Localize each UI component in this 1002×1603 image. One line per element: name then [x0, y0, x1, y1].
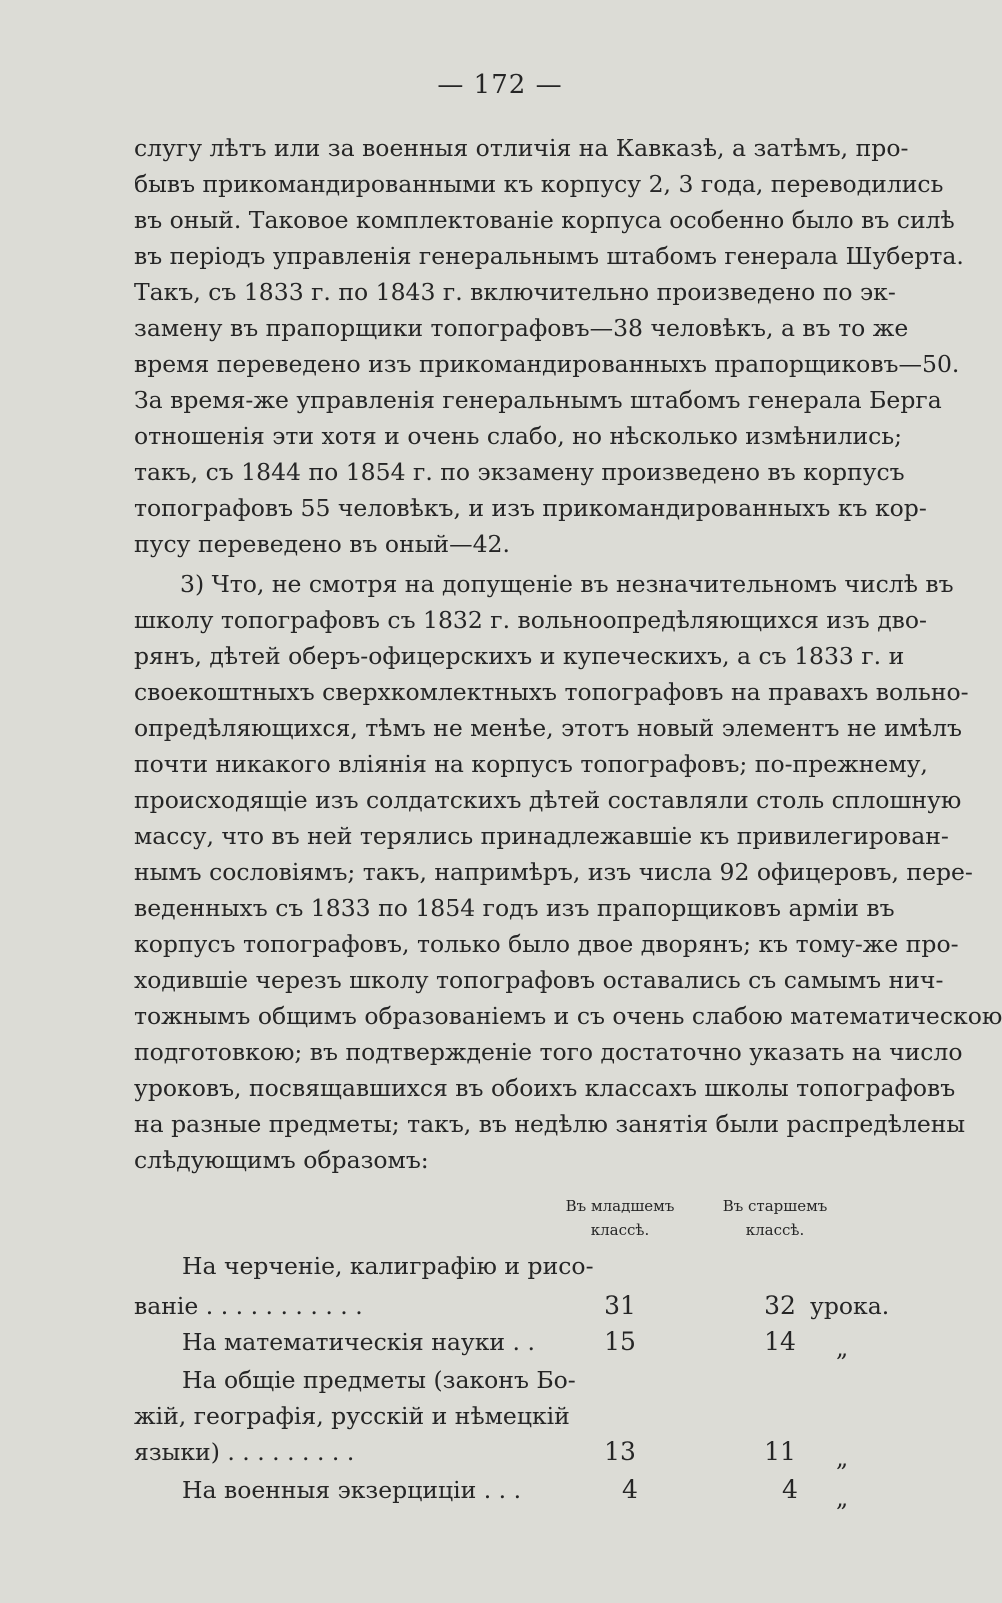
- table-row-label: жій, географія, русскій и нѣмецкій: [134, 1402, 570, 1430]
- table-cell-senior: 14: [764, 1327, 796, 1356]
- body-line: тожнымъ общимъ образованіемъ и съ очень слабою математическою: [134, 1002, 1002, 1030]
- table-cell-unit: „: [836, 1334, 849, 1362]
- table-row-label: языки) . . . . . . . . .: [134, 1438, 355, 1466]
- body-line: въ оный. Таковое комплектованіе корпуса особенно было въ силѣ: [134, 206, 955, 234]
- column-header-junior-line: Въ младшемъ: [565, 1197, 675, 1215]
- table-cell-junior: 31: [604, 1291, 636, 1320]
- table-row-label: На черченіе, калиграфію и рисо-: [182, 1252, 594, 1280]
- column-header-senior-line: Въ старшемъ: [722, 1197, 828, 1215]
- body-line: замену въ прапорщики топографовъ—38 человѣкъ, а въ то же: [134, 314, 909, 342]
- body-line: время переведено изъ прикомандированныхъ прапорщиковъ—50.: [134, 350, 960, 378]
- table-cell-senior: 11: [764, 1437, 796, 1466]
- column-header-junior: [545, 1194, 695, 1242]
- body-line: слѣдующимъ образомъ:: [134, 1146, 429, 1174]
- body-line: уроковъ, посвящавшихся въ обоихъ классахъ школы топографовъ: [134, 1074, 956, 1102]
- body-line: рянъ, дѣтей оберъ-офицерскихъ и купеческихъ, а съ 1833 г. и: [134, 642, 905, 670]
- column-header-senior: [700, 1194, 850, 1242]
- body-line: отношенія эти хотя и очень слабо, но нѣсколько измѣнились;: [134, 422, 903, 450]
- body-line: 3) Что, не смотря на допущеніе въ незначительномъ числѣ въ: [180, 570, 954, 598]
- body-line: нымъ сословіямъ; такъ, напримѣръ, изъ числа 92 офицеровъ, пере-: [134, 858, 973, 886]
- body-line: веденныхъ съ 1833 по 1854 годъ изъ прапорщиковъ арміи въ: [134, 894, 895, 922]
- page-number: — 172 —: [437, 70, 563, 100]
- body-line: подготовкою; въ подтвержденіе того достаточно указать на число: [134, 1038, 963, 1066]
- column-header-senior-line: классѣ.: [745, 1221, 805, 1239]
- table-row-label: На военныя экзерциціи . . .: [182, 1476, 522, 1504]
- table-row-label: На математическія науки . .: [182, 1328, 535, 1356]
- body-line: Такъ, съ 1833 г. по 1843 г. включительно произведено по эк-: [134, 278, 896, 306]
- table-cell-junior: 4: [622, 1475, 638, 1504]
- body-line: на разные предметы; такъ, въ недѣлю занятія были распредѣлены: [134, 1110, 966, 1138]
- table-cell-junior: 13: [604, 1437, 636, 1466]
- body-line: топографовъ 55 человѣкъ, и изъ прикомандированныхъ къ кор-: [134, 494, 927, 522]
- table-row-label: ваніе . . . . . . . . . . .: [134, 1292, 363, 1320]
- table-cell-junior: 15: [604, 1327, 636, 1356]
- body-line: корпусъ топографовъ, только было двое дворянъ; къ тому-же про-: [134, 930, 959, 958]
- table-row-label: На общіе предметы (законъ Бо-: [182, 1366, 576, 1394]
- body-line: ходившіе черезъ школу топографовъ оставались съ самымъ нич-: [134, 966, 944, 994]
- table-cell-unit: урока.: [810, 1292, 890, 1320]
- body-line: бывъ прикомандированными къ корпусу 2, 3 года, переводились: [134, 170, 944, 198]
- body-line: своекоштныхъ сверхкомлектныхъ топографовъ на правахъ вольно-: [134, 678, 969, 706]
- body-line: школу топографовъ съ 1832 г. вольноопредѣляющихся изъ дво-: [134, 606, 927, 634]
- body-line: почти никакого вліянія на корпусъ топографовъ; по-прежнему,: [134, 750, 928, 778]
- body-line: такъ, съ 1844 по 1854 г. по экзамену произведено въ корпусъ: [134, 458, 905, 486]
- body-line: пусу переведено въ оный—42.: [134, 530, 510, 558]
- table-cell-senior: 32: [764, 1291, 796, 1320]
- body-line: За время-же управленія генеральнымъ штабомъ генерала Берга: [134, 386, 942, 414]
- table-cell-unit: „: [836, 1484, 849, 1512]
- body-line: въ періодъ управленія генеральнымъ штабомъ генерала Шуберта.: [134, 242, 964, 270]
- table-cell-senior: 4: [782, 1475, 798, 1504]
- body-line: массу, что въ ней терялись принадлежавшіе къ привилегирован-: [134, 822, 949, 850]
- body-line: опредѣляющихся, тѣмъ не менѣе, этотъ новый элементъ не имѣлъ: [134, 714, 962, 742]
- column-header-junior-line: классѣ.: [590, 1221, 650, 1239]
- table-cell-unit: „: [836, 1444, 849, 1472]
- body-line: происходящіе изъ солдатскихъ дѣтей составляли столь сплошную: [134, 786, 962, 814]
- body-line: слугу лѣтъ или за военныя отличія на Кавказѣ, а затѣмъ, про-: [134, 134, 909, 162]
